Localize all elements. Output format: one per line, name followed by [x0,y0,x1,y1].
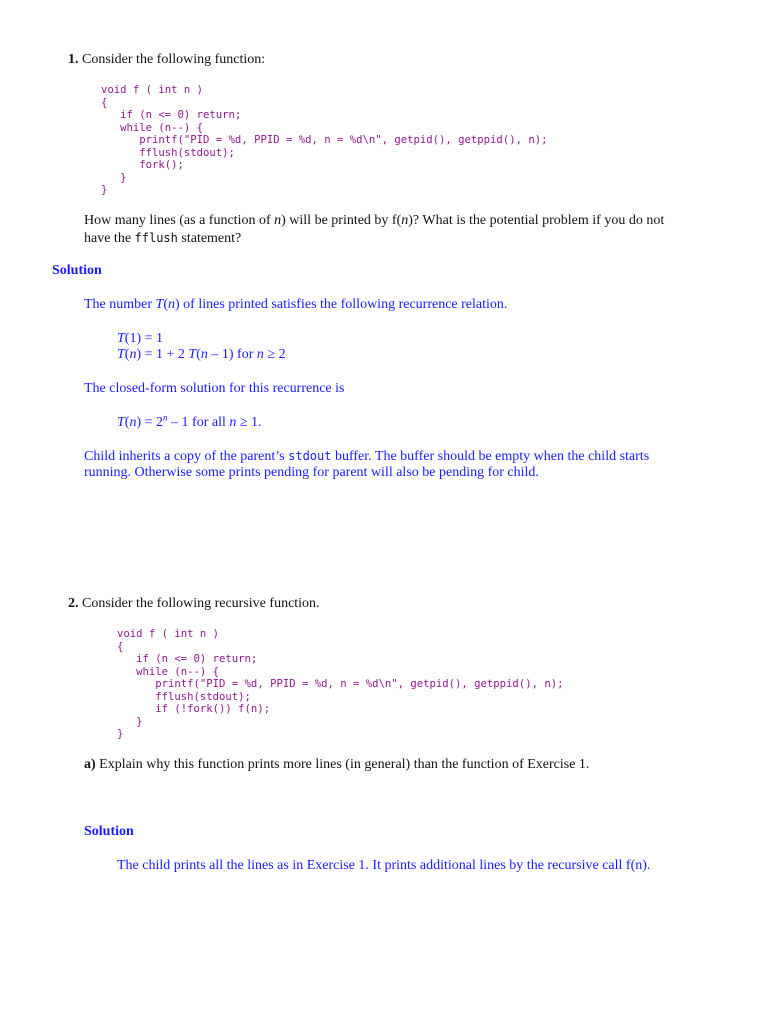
q1-question-line2: have the fflush statement? [84,231,242,246]
child-buffer-explanation-line1: Child inherits a copy of the parent’s stdout buffer. The buffer should be empty when the child starts [84,449,650,464]
q2-heading [68,596,320,612]
q2-part-a: a) Explain why this function prints more lines (in general) than the function of Exercise 1. [84,757,590,772]
q1-solution-heading: Solution [52,263,102,278]
q2-code-block: void f ( int n ) { if (n <= 0) return; while (n--) { printf("PID = %d, PPID = %d, n = %d\n", getpid(), getppid(), n); fflush(stdout); if (!fork()) f(n); } } [117,628,564,740]
q1-code-block: void f ( int n ) { if (n <= 0) return; while (n--) { printf("PID = %d, PPID = %d, n = %d\n", getpid(), getppid(), n); fflush(stdout); fork(); } } [101,84,548,196]
fflush-code: fflush [134,231,178,245]
q1-intro: Consider the following function: [82,52,266,67]
child-buffer-explanation-line2: running. Otherwise some prints pending for parent will also be pending for child. [84,465,539,480]
part-a-label: a) [84,757,96,772]
closed-form-solution: $T(n) = 2^n - 1$ for all n ≥ 1. [117,412,262,430]
q1-question-line1: How many lines (as a function of n) will be printed by f(n)? What is the potential problem if you do not [84,213,665,228]
recurrence-relation: T(n) = 1 + 2 T(n – 1) for n ≥ 2 [117,347,286,362]
q2-solution-heading: Solution [84,824,134,839]
closed-form-intro: The closed-form solution for this recurrence is [84,381,345,396]
stdout-code: stdout [288,449,332,463]
q2-intro: Consider the following recursive function. [82,596,320,611]
q2-number: 2. [68,596,79,611]
recurrence-base-case: T(1) = 1 [117,331,164,346]
q2-solution-text: The child prints all the lines as in Exercise 1. It prints additional lines by the recursive call f(n). [117,858,651,873]
q1-solution-intro: The number T(n) of lines printed satisfies the following recurrence relation. [84,297,508,312]
q1-heading [68,52,265,68]
q1-number: 1. [68,52,79,67]
